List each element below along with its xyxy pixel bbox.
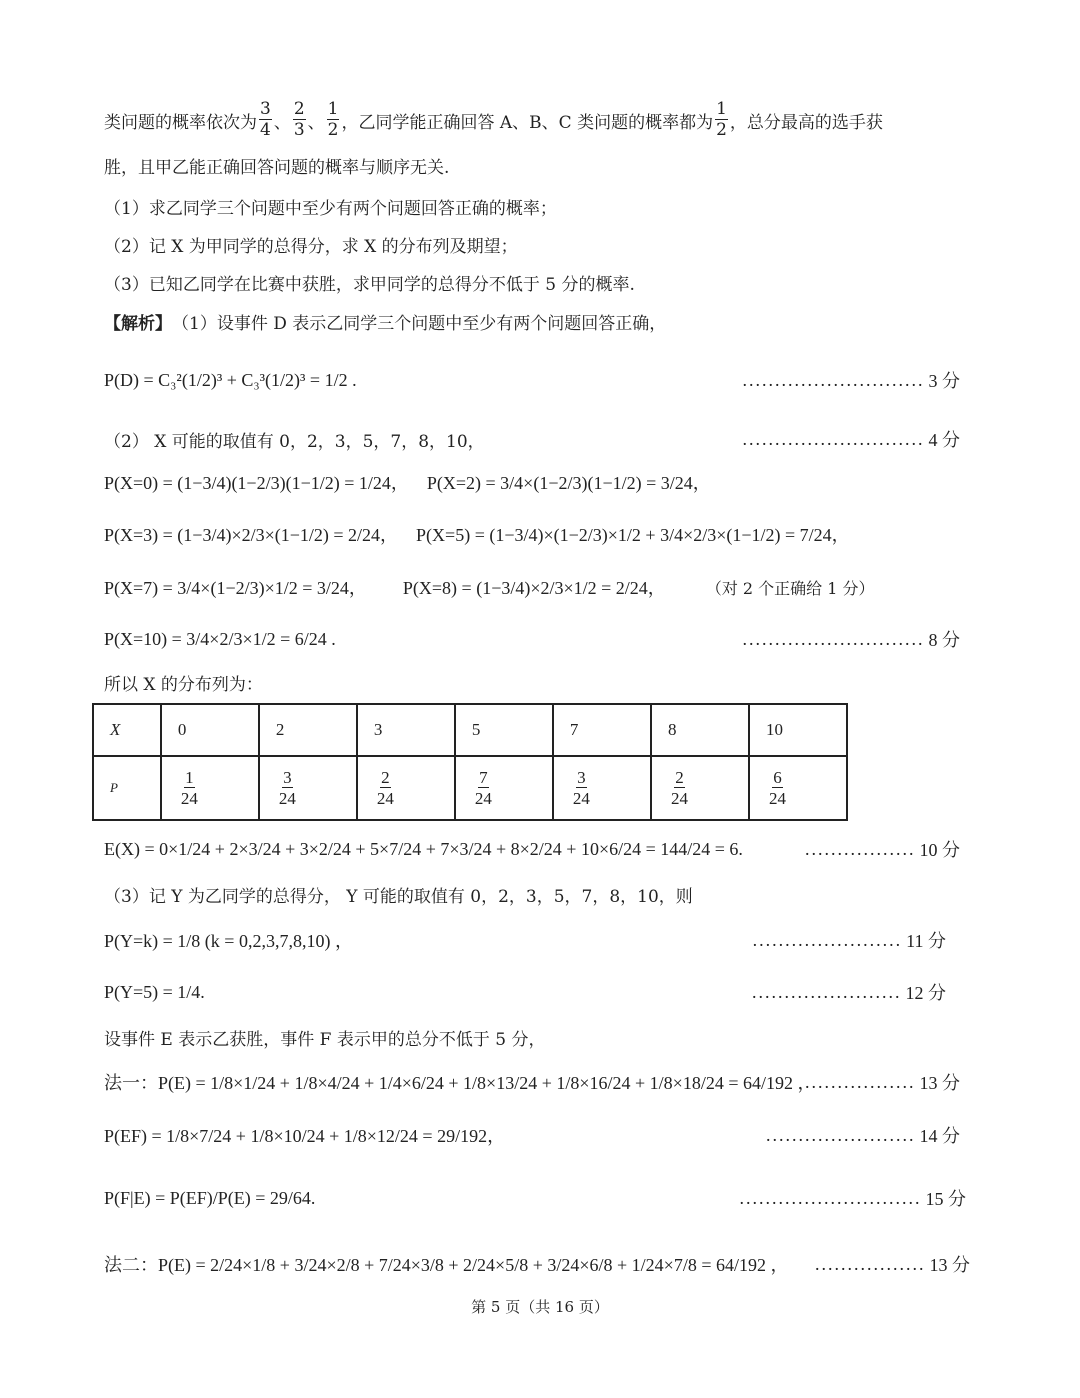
score-13b: ................. 13 分 xyxy=(815,1253,970,1275)
formula-pe1: P(E) = 1/8×1/24 + 1/8×4/24 + 1/4×6/24 + 1/8×13/24 + 1/8×16/24 + 1/8×18/24 = 64/192 ， xyxy=(158,1073,816,1093)
events-definition: 设事件 E 表示乙获胜，事件 F 表示甲的总分不低于 5 分， xyxy=(104,1029,546,1050)
formula-px0: P(X=0) = (1−3/4)(1−2/3)(1−1/2) = 1/24， xyxy=(104,473,409,493)
formula-py: P(Y=k) = 1/8 (k = 0,2,3,7,8,10) ， xyxy=(104,931,353,951)
formula-px2: P(X=2) = 3/4×(1−2/3)(1−1/2) = 3/24， xyxy=(426,473,711,493)
table-cell: 7 xyxy=(553,704,651,756)
score-14: ....................... 14 分 xyxy=(766,1124,960,1146)
table-header-x: X xyxy=(93,704,161,756)
distribution-table xyxy=(92,703,848,821)
fraction: $\frac{3}{4}$ xyxy=(260,99,271,140)
table-cell: $\frac{2}{24}$ xyxy=(651,756,749,820)
table-cell: $\frac{1}{24}$ xyxy=(161,756,259,820)
table-cell: $\frac{6}{24}$ xyxy=(749,756,847,820)
formula-pd xyxy=(104,358,357,402)
score-3: ............................ 3 分 xyxy=(742,369,960,391)
analysis-p1-text: （1）设事件 D 表示乙同学三个问题中至少有两个问题回答正确， xyxy=(172,313,667,334)
separator: 、 xyxy=(307,112,325,133)
table-cell: 8 xyxy=(651,704,749,756)
intro-line-1 xyxy=(104,98,883,142)
formula-ex: E(X) = 0×1/24 + 2×3/24 + 3×2/24 + 5×7/24 + 7×3/24 + 8×2/24 + 10×6/24 = 144/24 = 6. xyxy=(104,838,743,859)
question-3: （3）已知乙同学在比赛中获胜，求甲同学的总得分不低于 5 分的概率. xyxy=(104,274,635,295)
table-cell: 10 xyxy=(749,704,847,756)
formula-px5: P(X=5) = (1−3/4)×(1−2/3)×1/2 + 3/4×2/3×(1−1/2) = 7/24， xyxy=(416,525,850,545)
table-row-x xyxy=(93,704,847,756)
score-13a: ................. 13 分 xyxy=(805,1071,960,1093)
formula-pe2: P(E) = 2/24×1/8 + 3/24×2/8 + 7/24×3/8 + 2/24×5/8 + 3/24×6/8 + 1/24×7/8 = 64/192 ， xyxy=(158,1255,789,1275)
fraction: $\frac{1}{2}$ xyxy=(327,99,339,140)
formula-py5: P(Y=5) = 1/4. xyxy=(104,981,205,1002)
distribution-intro: 所以 X 的分布列为： xyxy=(104,674,263,695)
score-10: ................. 10 分 xyxy=(805,838,960,860)
page-footer: 第 5 页（共 16 页） xyxy=(471,1298,609,1316)
formula-px7-px8 xyxy=(104,565,875,609)
analysis-heading: 【解析】 xyxy=(104,313,172,334)
analysis-part-3: （3）记 Y 为乙同学的总得分， Y 可能的取值有 0，2，3，5，7，8，10，则 xyxy=(104,886,693,907)
formula-pfe: P(F|E) = P(EF)/P(E) = 29/64. xyxy=(104,1187,316,1208)
fraction: $\frac{1}{2}$ xyxy=(716,99,727,140)
table-cell: 5 xyxy=(455,704,553,756)
score-8: ............................ 8 分 xyxy=(742,628,960,650)
analysis-part-1 xyxy=(104,299,666,343)
table-cell: $\frac{3}{24}$ xyxy=(553,756,651,820)
formula-px3: P(X=3) = (1−3/4)×2/3×(1−1/2) = 2/24， xyxy=(104,525,399,545)
score-12: ....................... 12 分 xyxy=(752,981,946,1003)
table-cell: 2 xyxy=(259,704,357,756)
table-cell: 0 xyxy=(161,704,259,756)
table-cell: $\frac{7}{24}$ xyxy=(455,756,553,820)
analysis-part-2: （2） X 可能的取值有 0，2，3，5，7，8，10， xyxy=(104,431,485,452)
formula-pef: P(EF) = 1/8×7/24 + 1/8×10/24 + 1/8×12/24 = 29/192， xyxy=(104,1126,506,1146)
table-cell: $\frac{3}{24}$ xyxy=(259,756,357,820)
question-2: （2）记 X 为甲同学的总得分，求 X 的分布列及期望； xyxy=(104,236,518,257)
intro-text-b: ，乙同学能正确回答 A、B、C 类问题的概率都为 xyxy=(341,112,714,133)
method-1-pe xyxy=(104,1060,815,1104)
fraction: $\frac{2}{3}$ xyxy=(293,99,305,140)
table-cell: $\frac{2}{24}$ xyxy=(357,756,455,820)
score-11: ....................... 11 分 xyxy=(752,929,946,951)
method-2-label: 法二： xyxy=(104,1255,158,1276)
intro-text-c: ，总分最高的选手获 xyxy=(729,112,883,133)
table-cell: 3 xyxy=(357,704,455,756)
score-15: ............................ 15 分 xyxy=(739,1187,966,1209)
formula-px0-px2 xyxy=(104,460,711,504)
table-row-p xyxy=(93,756,847,820)
formula-text: P(D) = C₃²(1/2)³ + C₃³(1/2)³ = 1/2 . xyxy=(104,369,357,390)
method-1-label: 法一： xyxy=(104,1073,158,1094)
intro-line-2: 胜，且甲乙能正确回答问题的概率与顺序无关. xyxy=(104,157,450,178)
formula-px8: P(X=8) = (1−3/4)×2/3×1/2 = 2/24， xyxy=(402,578,666,598)
score-4: ............................ 4 分 xyxy=(742,428,960,450)
formula-px7: P(X=7) = 3/4×(1−2/3)×1/2 = 3/24， xyxy=(104,578,367,598)
question-1: （1）求乙同学三个问题中至少有两个问题回答正确的概率； xyxy=(104,198,557,219)
intro-text-a: 类问题的概率依次为 xyxy=(104,112,257,133)
separator: 、 xyxy=(273,112,291,133)
grading-note: （对 2 个正确给 1 分） xyxy=(705,578,875,598)
method-2-pe xyxy=(104,1242,788,1286)
table-header-p: P xyxy=(93,756,161,820)
formula-px3-px5 xyxy=(104,512,850,556)
formula-px10: P(X=10) = 3/4×2/3×1/2 = 6/24 . xyxy=(104,628,336,649)
